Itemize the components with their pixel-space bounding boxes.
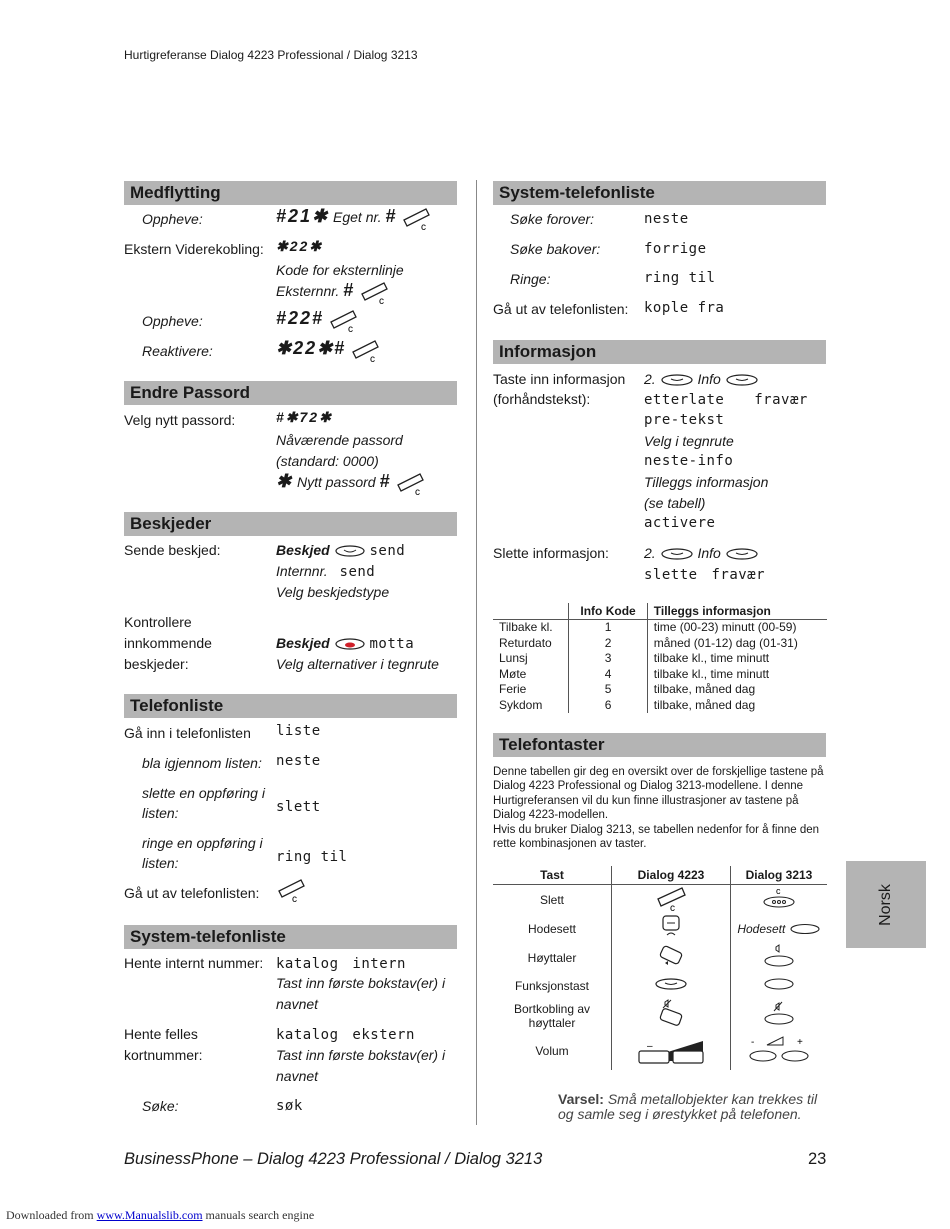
section-telefontaster-title: Telefontaster: [493, 733, 826, 757]
etterlate-line: etterlate fravær: [644, 392, 808, 408]
key-name: Funksjonstast: [514, 978, 590, 993]
function-key-icon: [725, 373, 759, 387]
info-table-header: Info Kode: [569, 603, 647, 620]
taste-line2: (forhåndstekst):: [493, 391, 591, 407]
hente-lcd: katalog intern: [276, 956, 406, 972]
svg-text:c: c: [292, 894, 297, 903]
passord-code: #✱72✱: [276, 409, 333, 425]
taste-line1: Taste inn informasjon: [493, 371, 626, 387]
table-row: [493, 885, 827, 915]
dialog3213-key: [731, 885, 828, 915]
dialog4223-key: [612, 914, 731, 943]
table-cell: tilbake kl., time minutt: [647, 651, 827, 667]
hente-text1: Tast inn første bokstav(er) i: [276, 975, 446, 991]
dialog3213-key: [731, 914, 828, 943]
table-cell: måned (01-12) dag (01-31): [647, 636, 827, 652]
info-table-header-row: [493, 603, 827, 620]
keys-table-header-row: [493, 866, 827, 885]
hente-text2: navnet: [276, 996, 319, 1012]
dialog3213-key: [731, 999, 828, 1032]
slette-lcd: slett: [276, 799, 321, 815]
info-table-header: [493, 603, 569, 620]
soke-label: Søke:: [142, 1098, 179, 1114]
forover-lcd: neste: [644, 211, 689, 227]
dialog3213-key: [731, 1032, 828, 1070]
download-suffix: manuals search engine: [205, 1208, 315, 1222]
footer-title: BusinessPhone – Dialog 4223 Professional / Dialog 3213: [124, 1150, 543, 1168]
table-cell: tilbake, måned dag: [647, 698, 827, 714]
clear-key-icon: [401, 206, 431, 230]
svg-text:c: c: [379, 296, 385, 305]
table-cell: Returdato: [499, 635, 552, 650]
tillegg-line1: Tilleggs informasjon: [644, 474, 769, 490]
slette-info-sequence: 2. Info: [644, 543, 759, 564]
volume-oval-key-icon: [747, 1035, 811, 1065]
kontroll-alternativer: Velg alternativer i tegnrute: [276, 656, 439, 672]
passord-line3: ✱ Nytt passord # c: [276, 471, 425, 495]
table-cell: 4: [569, 667, 647, 683]
section-system-left-title: System-telefonliste: [124, 925, 457, 949]
table-cell: 3: [569, 651, 647, 667]
sende-sequence: Beskjed send: [276, 542, 406, 559]
table-row: [493, 636, 827, 652]
forover-label: Søke forover:: [510, 211, 595, 227]
function-key-icon: [654, 977, 688, 991]
dialog4223-key: [612, 972, 731, 999]
passord-line2: (standard: 0000): [276, 453, 379, 469]
svg-text:c: c: [370, 354, 376, 363]
running-header: Hurtigreferanse Dialog 4223 Professional / Dialog 3213: [124, 48, 418, 62]
svg-text:c: c: [347, 324, 353, 333]
bakover-label: Søke bakover:: [510, 241, 601, 257]
table-row: [493, 1032, 827, 1070]
gaa-inn-label: Gå inn i telefonlisten: [124, 725, 251, 741]
keys-table-header: Dialog 3213: [731, 866, 828, 885]
ekstern-line1: Kode for eksternlinje: [276, 262, 404, 278]
dialog4223-key: [612, 1032, 731, 1070]
message-key-lit-icon: [334, 637, 366, 651]
velg-beskjedstype: Velg beskjedstype: [276, 584, 390, 600]
mute-key-icon: [657, 999, 685, 1029]
varsel-text1: Små metallobjekter kan trekkes til: [607, 1091, 818, 1107]
key-name: Bortkobling av høyttaler: [513, 1001, 591, 1030]
ekstern-code: ✱22✱: [276, 238, 324, 254]
velg-passord-label: Velg nytt passord:: [124, 412, 236, 428]
bla-lcd: neste: [276, 753, 321, 769]
ringe-right-label: Ringe:: [510, 271, 551, 287]
felles-line1: Hente felles: [124, 1026, 198, 1042]
table-cell: Møte: [499, 666, 527, 681]
info-code-table: [493, 603, 827, 713]
clear-key-3213-icon: [759, 886, 799, 910]
pretekst-lcd: pre-tekst: [644, 412, 725, 428]
kontroll-line1: Kontrollere: [124, 614, 192, 630]
svg-text:c: c: [415, 487, 421, 496]
sende-label: Sende beskjed:: [124, 542, 221, 558]
telefontaster-para1: Denne tabellen gir deg en oversikt over de forskjellige tastene på Dialog 4223 Professional og Dialog 3213-modellene. I denne Hurtigreferansen vil du kun finne illustrasjoner av tastene på Dialog 4223-modellen.: [493, 766, 824, 822]
ringe-line1: ringe en oppføring i: [142, 835, 263, 851]
felles-line2: kortnummer:: [124, 1047, 203, 1063]
speaker-oval-key-icon: [762, 943, 796, 969]
dialog3213-key: [731, 972, 828, 999]
function-key-icon: [660, 547, 694, 561]
svg-text:c: c: [776, 886, 781, 896]
info-table-header: Tilleggs informasjon: [647, 603, 827, 620]
gaa-ut-right-label: Gå ut av telefonlisten:: [493, 301, 629, 317]
section-medflytting-title: Medflytting: [124, 181, 457, 205]
dialog3213-key: [731, 943, 828, 972]
felles-lcd: katalog ekstern: [276, 1027, 415, 1043]
varsel-note: [558, 1092, 817, 1122]
section-informasjon-title: Informasjon: [493, 340, 826, 364]
table-cell: Tilbake kl.: [499, 620, 553, 634]
table-cell: 1: [569, 620, 647, 636]
varsel-text2: og samle seg i ørestykket på telefonen.: [558, 1106, 802, 1122]
download-prefix: Downloaded from: [6, 1208, 94, 1222]
table-cell: 5: [569, 682, 647, 698]
felles-text2: navnet: [276, 1068, 319, 1084]
download-credit: [6, 1208, 314, 1223]
keys-table-header: Tast: [493, 866, 612, 885]
function-key-icon: [725, 547, 759, 561]
kontroll-line3: beskjeder:: [124, 656, 189, 672]
svg-text:+: +: [687, 1036, 693, 1048]
hente-label: Hente internt nummer:: [124, 955, 264, 971]
table-row: [493, 667, 827, 683]
language-tab-label: Norsk: [877, 883, 894, 926]
key-name: Volum: [535, 1044, 569, 1058]
section-system-right-title: System-telefonliste: [493, 181, 826, 205]
dialog4223-key: [612, 999, 731, 1032]
key-name: Høyttaler: [527, 950, 577, 965]
headset-key-icon: [659, 914, 683, 940]
key-name: Slett: [539, 892, 564, 907]
keys-table-header: Dialog 4223: [612, 866, 731, 885]
slette-info-label: Slette informasjon:: [493, 545, 609, 561]
table-row: [493, 972, 827, 999]
reaktivere-label: Reaktivere:: [142, 343, 213, 359]
slette-line2: listen:: [142, 805, 179, 821]
mute-oval-key-icon: [762, 1001, 796, 1027]
table-cell: Sykdom: [499, 697, 543, 712]
passord-line1: Nåværende passord: [276, 432, 403, 448]
table-cell: tilbake kl., time minutt: [647, 667, 827, 683]
ringe-right-lcd: ring til: [644, 270, 716, 286]
gaa-ut-right-lcd: kople fra: [644, 300, 725, 316]
table-cell: time (00-23) minutt (00-59): [647, 620, 827, 636]
table-row: [493, 651, 827, 667]
info-sequence: 2. Info: [644, 369, 759, 390]
svg-text:c: c: [670, 903, 675, 911]
table-row: [493, 999, 827, 1032]
kontroll-line2: innkommende: [124, 635, 212, 651]
oppheve2-label: Oppheve:: [142, 313, 203, 329]
oval-key-icon: [762, 977, 796, 991]
section-passord-title: Endre Passord: [124, 381, 457, 405]
table-row: [493, 682, 827, 698]
page-number: 23: [808, 1150, 827, 1168]
slette-line1: slette en oppføring i: [142, 785, 265, 801]
svg-text:–: –: [647, 1040, 653, 1052]
clear-key-icon: [276, 877, 306, 903]
intern-line: Internnr. send: [276, 563, 376, 580]
function-key-icon: [660, 373, 694, 387]
telefontaster-intro: [493, 765, 829, 851]
nesteinfo-lcd: neste-info: [644, 453, 734, 469]
clear-key-icon: [359, 280, 389, 304]
speaker-key-icon: [657, 943, 685, 969]
activere-lcd: activere: [644, 515, 716, 531]
slette-lcd-line: slette fravær: [644, 567, 766, 583]
table-row: [493, 620, 827, 636]
table-cell: Lunsj: [499, 651, 528, 665]
key-name: Hodesett: [527, 921, 577, 936]
ringe-lcd: ring til: [276, 849, 348, 865]
clear-key-icon: [328, 308, 358, 332]
table-row: [493, 943, 827, 972]
ringe-line2: listen:: [142, 855, 179, 871]
oval-key-icon: [789, 923, 821, 935]
svg-text:c: c: [421, 222, 427, 231]
table-cell: tilbake, måned dag: [647, 682, 827, 698]
bakover-lcd: forrige: [644, 241, 707, 257]
bla-label: bla igjennom listen:: [142, 755, 262, 771]
table-row: [493, 698, 827, 714]
volume-key-icon: [635, 1035, 707, 1065]
clear-key-icon: [350, 338, 380, 362]
velg-tegnrute: Velg i tegnrute: [644, 433, 734, 449]
column-divider: [476, 180, 477, 1125]
kontroll-sequence: Beskjed motta: [276, 635, 415, 652]
table-cell: 2: [569, 636, 647, 652]
table-cell: 6: [569, 698, 647, 714]
clear-key-icon: [653, 885, 689, 911]
reaktivere-sequence: ✱22✱# c: [276, 338, 380, 362]
tillegg-line2: (se tabell): [644, 495, 706, 511]
language-side-tab: [846, 861, 926, 948]
dialog4223-key: [612, 885, 731, 915]
varsel-label: Varsel:: [558, 1091, 604, 1107]
soke-lcd: søk: [276, 1098, 303, 1114]
ekstern-line2: Eksternnr. # c: [276, 280, 389, 304]
svg-text:+: +: [797, 1036, 803, 1048]
dialog4223-key: [612, 943, 731, 972]
oppheve2-sequence: #22# c: [276, 308, 358, 332]
message-key-icon: [334, 544, 366, 558]
hodesett-text: Hodesett: [737, 921, 786, 936]
svg-text:-: -: [751, 1036, 755, 1048]
section-beskjeder-title: Beskjeder: [124, 512, 457, 536]
gaa-inn-lcd: liste: [276, 723, 321, 739]
clear-key-icon: [395, 471, 425, 495]
oppheve-label: Oppheve:: [142, 211, 203, 227]
table-row: [493, 914, 827, 943]
keys-table: [493, 866, 827, 1070]
section-telefonliste-title: Telefonliste: [124, 694, 457, 718]
ekstern-label: Ekstern Viderekobling:: [124, 241, 264, 257]
gaa-ut-key: [276, 877, 306, 903]
felles-text1: Tast inn første bokstav(er) i: [276, 1047, 446, 1063]
telefontaster-para2: Hvis du bruker Dialog 3213, se tabellen nedenfor for å finne den rette kombinasjonen av taster.: [493, 823, 820, 851]
gaa-ut-label: Gå ut av telefonlisten:: [124, 885, 260, 901]
manualslib-link[interactable]: www.Manualslib.com: [96, 1208, 203, 1222]
oppheve-sequence: #21✱ Eget nr. # c: [276, 206, 431, 230]
table-cell: Ferie: [499, 682, 527, 696]
